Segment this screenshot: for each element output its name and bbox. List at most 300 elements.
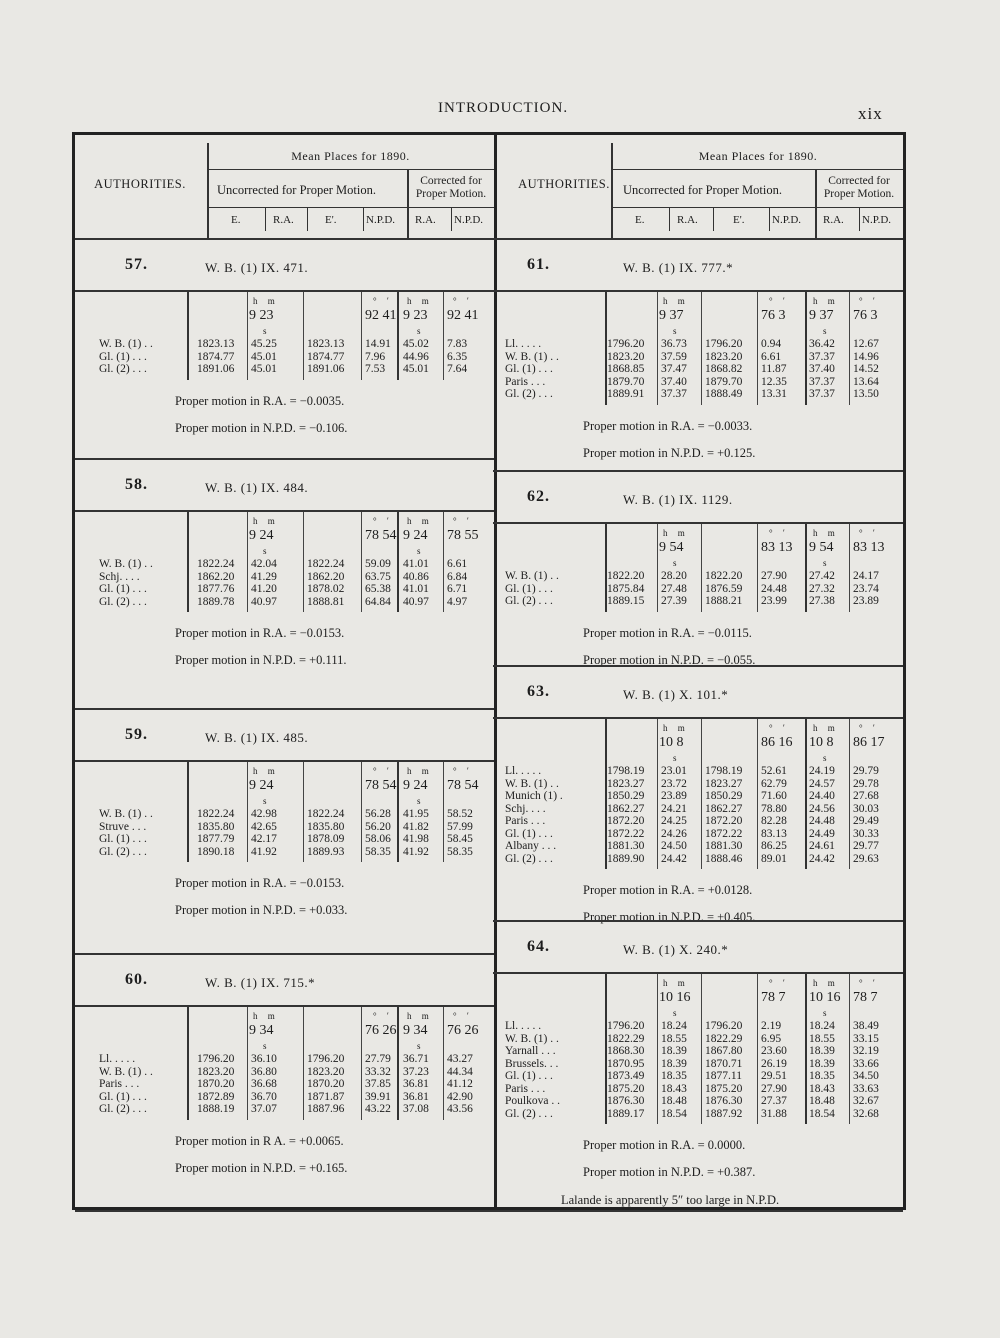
ra-seconds: 23.72 [661, 777, 687, 790]
ra-seconds: 36.80 [251, 1065, 277, 1078]
npd-seconds: 23.99 [761, 595, 787, 607]
authority-name-column [99, 558, 153, 608]
npd-seconds: 0.94 [761, 338, 782, 350]
col-e2-heading-right: E'. [733, 214, 745, 226]
epoch2-value: 1870.20 [307, 1078, 345, 1090]
section-rule [493, 717, 903, 719]
proper-motion-npd: Proper motion in N.P.D. = +0.033. [175, 903, 348, 917]
ra-hm-unit: h m [663, 528, 689, 538]
authorities-heading: AUTHORITIES. [94, 177, 186, 191]
seconds-unit: s [673, 326, 677, 336]
epoch2-value: 1887.96 [307, 1103, 345, 1115]
npd2-seconds: 24.17 [853, 570, 879, 582]
epoch-value: 1872.20 [607, 815, 645, 827]
ra-seconds: 24.42 [661, 852, 687, 865]
epoch-value: 1877.79 [197, 833, 235, 845]
npd2-deg-unit: ° ′ [859, 723, 879, 733]
npd-deg-unit: ° ′ [373, 1011, 393, 1021]
authority-name: Gl. (2) . . . [99, 1103, 147, 1115]
npd-deg-unit: ° ′ [769, 528, 789, 538]
star-reference: W. B. (1) IX. 777.* [623, 260, 734, 275]
ra2-seconds: 24.19 [809, 765, 835, 777]
npd2-seconds: 30.33 [853, 827, 879, 840]
epoch2-value: 1796.20 [705, 1020, 743, 1032]
ra2-seconds: 37.37 [809, 388, 835, 400]
npd-seconds: 26.19 [761, 1057, 787, 1070]
ra2-hm-unit: h m [407, 516, 433, 526]
epoch-value: 1873.49 [607, 1070, 645, 1082]
npd-seconds: 2.19 [761, 1020, 782, 1032]
npd2-seconds-column [447, 338, 467, 376]
column-rule [361, 292, 362, 380]
epoch-value: 1872.22 [607, 827, 645, 840]
npd-deg-unit: ° ′ [373, 296, 393, 306]
col-npd-heading-right: N.P.D. [772, 214, 802, 226]
star-reference: W. B. (1) IX. 484. [205, 480, 309, 495]
epoch-value: 1877.76 [197, 583, 235, 595]
ra2-seconds: 41.82 [403, 820, 429, 833]
ra-hours: 10 16 [659, 990, 691, 1005]
npd-seconds: 63.75 [365, 570, 391, 583]
star-entry-58 [75, 458, 494, 708]
authority-name: Gl. (2) . . . [99, 595, 147, 608]
seconds-unit: s [417, 326, 421, 336]
column-rule [443, 512, 444, 612]
ra-seconds: 24.21 [661, 802, 687, 815]
epoch-value: 1822.24 [197, 808, 235, 820]
epoch-value: 1875.84 [607, 582, 645, 595]
npd-seconds: 23.60 [761, 1045, 787, 1057]
ra2-seconds-column [403, 808, 429, 858]
npd2-seconds-column [447, 1053, 473, 1116]
ra-seconds: 24.26 [661, 827, 687, 840]
epoch-value: 1876.30 [607, 1095, 645, 1107]
epoch-value: 1889.90 [607, 852, 645, 865]
npd-seconds: 82.28 [761, 815, 787, 827]
epoch-value-column [197, 808, 234, 858]
ra2-hours: 9 23 [403, 308, 428, 323]
ra2-seconds: 18.35 [809, 1070, 835, 1082]
epoch-value: 1888.19 [197, 1103, 235, 1115]
ra2-seconds: 24.42 [809, 852, 835, 865]
npd2-seconds: 33.63 [853, 1082, 879, 1095]
npd2-degrees: 76 26 [447, 1023, 479, 1038]
npd2-seconds: 38.49 [853, 1020, 879, 1032]
section-rule [75, 510, 494, 512]
ra-seconds: 36.68 [251, 1078, 277, 1090]
authority-name-column [505, 765, 563, 865]
epoch-value-column [197, 1053, 234, 1116]
npd-seconds: 52.61 [761, 765, 787, 777]
star-entry-62 [493, 470, 903, 665]
epoch-value: 1872.89 [197, 1090, 235, 1103]
ra-hours: 9 24 [249, 778, 274, 793]
npd-seconds-column [365, 338, 391, 376]
epoch-value: 1796.20 [607, 1020, 645, 1032]
authority-name: Gl. (1) . . . [505, 582, 553, 595]
seconds-unit: s [823, 1008, 827, 1018]
star-number: 62. [527, 488, 550, 505]
column-rule [657, 974, 658, 1124]
npd2-seconds: 14.52 [853, 363, 879, 375]
proper-motion-ra: Proper motion in R A. = +0.0065. [175, 1133, 344, 1148]
authority-name: Gl. (1) . . . [505, 827, 553, 840]
npd-seconds-column [761, 1020, 787, 1120]
authority-name: W. B. (1) . . [99, 558, 153, 570]
epoch2-value: 1796.20 [705, 338, 743, 350]
star-number: 59. [125, 726, 148, 743]
seconds-unit: s [263, 796, 267, 806]
ra2-seconds-column [809, 570, 835, 608]
epoch2-value: 1891.06 [307, 363, 345, 375]
epoch-value: 1822.29 [607, 1032, 645, 1045]
ra2-seconds: 44.96 [403, 350, 429, 363]
lalande-note: Lalande is apparently 5″ too large in N.P.D. [561, 1193, 780, 1207]
star-reference: W. B. (1) IX. 715.* [205, 975, 316, 990]
ra2-seconds: 37.40 [809, 363, 835, 375]
ra2-hours: 9 34 [403, 1023, 428, 1038]
npd2-seconds: 43.56 [447, 1103, 473, 1115]
npd-seconds: 43.22 [365, 1103, 391, 1115]
star-number: 64. [527, 938, 550, 955]
epoch-value: 1798.19 [607, 765, 645, 777]
ra2-seconds-column [403, 558, 429, 608]
epoch-value: 1835.80 [197, 820, 235, 833]
ra-seconds: 37.37 [661, 388, 687, 400]
proper-motion-npd: Proper motion in N.P.D. = +0.111. [175, 653, 347, 667]
proper-motion-npd: Proper motion in N.P.D. = +0.125. [583, 445, 756, 460]
ra-seconds: 27.39 [661, 595, 687, 607]
ra-seconds: 45.01 [251, 350, 277, 363]
ra2-seconds-column [809, 338, 835, 401]
ra-seconds: 18.24 [661, 1020, 687, 1032]
ra2-seconds: 36.42 [809, 338, 835, 350]
ra2-seconds-column [403, 1053, 429, 1116]
column-rule [849, 974, 850, 1124]
column-rule [361, 1007, 362, 1120]
star-entry-61 [493, 238, 903, 470]
ra2-seconds: 24.61 [809, 840, 835, 852]
authority-name: Albany . . . [505, 840, 557, 852]
authorities-heading-right: AUTHORITIES. [518, 177, 610, 191]
npd-seconds: 27.90 [761, 1082, 787, 1095]
npd2-degrees: 78 54 [447, 778, 479, 793]
ra-seconds: 40.97 [251, 595, 277, 608]
npd-deg-unit: ° ′ [373, 516, 393, 526]
proper-motion-npd: Proper motion in N.P.D. = +0.405. [583, 910, 756, 924]
authority-name: Struve . . . [99, 820, 147, 833]
seconds-unit: s [823, 753, 827, 763]
authority-name: Gl. (2) . . . [505, 852, 553, 865]
uncorrected-heading-right: Uncorrected for Proper Motion. [623, 183, 782, 197]
ra2-seconds: 18.54 [809, 1107, 835, 1120]
ra-seconds: 42.17 [251, 833, 277, 845]
seconds-unit: s [263, 1041, 267, 1051]
mean-places-heading-right: Mean Places for 1890. [698, 149, 818, 163]
authorities-divider [187, 290, 189, 380]
npd-seconds: 58.35 [365, 845, 391, 858]
epoch2-value: 1876.59 [705, 582, 743, 595]
authority-name-column [505, 338, 559, 401]
column-rule [247, 512, 248, 612]
ra-seconds: 18.35 [661, 1070, 687, 1082]
epoch2-value: 1850.29 [705, 790, 743, 802]
column-rule [701, 292, 702, 405]
ra2-seconds: 40.86 [403, 570, 429, 583]
page-number: xix [858, 104, 883, 123]
authority-name: Ll. . . . . [505, 765, 542, 777]
ra-hm-unit: h m [663, 978, 689, 988]
col-ra2-heading-right: R.A. [823, 214, 844, 226]
epoch-value: 1870.95 [607, 1057, 645, 1070]
ra-seconds: 42.04 [251, 558, 277, 570]
ra2-seconds: 37.37 [809, 375, 835, 388]
ra-seconds-column [251, 808, 277, 858]
authority-name: Munich (1) . [505, 790, 563, 802]
col-npd2-heading: N.P.D. [454, 214, 484, 226]
authority-name: Gl. (2) . . . [505, 1107, 553, 1120]
ra2-seconds: 41.01 [403, 558, 429, 570]
npd-seconds: 33.32 [365, 1065, 391, 1078]
npd2-seconds: 33.66 [853, 1057, 879, 1070]
ra2-hours: 9 37 [809, 308, 834, 323]
authority-name: Gl. (2) . . . [99, 845, 147, 858]
authority-name: Gl. (2) . . . [99, 363, 147, 375]
npd-seconds: 6.61 [761, 350, 782, 363]
mean-places-heading: Mean Places for 1890. [291, 149, 410, 163]
ra2-seconds: 41.01 [403, 583, 429, 595]
authority-name: W. B. (1) . . [99, 808, 153, 820]
npd2-seconds: 13.50 [853, 388, 879, 400]
epoch2-value: 1822.29 [705, 1032, 743, 1045]
authority-name: Gl. (1) . . . [99, 350, 147, 363]
column-rule [701, 524, 702, 612]
uncorrected-heading: Uncorrected for Proper Motion. [217, 183, 376, 197]
epoch-value: 1868.30 [607, 1045, 645, 1057]
npd2-degrees: 86 17 [853, 735, 885, 750]
npd-seconds: 27.79 [365, 1053, 391, 1065]
epoch2-value: 1888.46 [705, 852, 743, 865]
table-header-left [75, 143, 494, 238]
proper-motion-npd: Proper motion in N.P.D. = −0.055. [583, 652, 756, 667]
star-reference: W. B. (1) X. 101.* [623, 687, 729, 702]
col-e-heading-right: E. [635, 214, 645, 226]
authority-name-column [99, 338, 153, 376]
npd2-seconds: 29.79 [853, 765, 879, 777]
ra-hours: 9 23 [249, 308, 274, 323]
ra-seconds: 42.65 [251, 820, 277, 833]
ra-seconds: 18.55 [661, 1032, 687, 1045]
star-entry-59 [75, 708, 494, 953]
column-rule [443, 762, 444, 862]
ra-seconds: 24.25 [661, 815, 687, 827]
npd-seconds: 29.51 [761, 1070, 787, 1082]
col-npd-heading: N.P.D. [366, 214, 396, 226]
epoch2-value: 1867.80 [705, 1045, 743, 1057]
npd2-seconds: 29.77 [853, 840, 879, 852]
column-rule [757, 524, 758, 612]
npd2-seconds-column [853, 765, 879, 865]
col-npd2-heading-right: N.P.D. [862, 214, 892, 226]
epoch2-value: 1877.11 [705, 1070, 742, 1082]
epoch2-value: 1876.30 [705, 1095, 743, 1107]
npd2-deg-unit: ° ′ [859, 296, 879, 306]
authority-name-column [505, 1020, 560, 1120]
ra2-seconds: 18.39 [809, 1057, 835, 1070]
page-header-title: INTRODUCTION. [438, 100, 569, 116]
epoch2-value: 1823.20 [307, 1065, 345, 1078]
ra2-seconds: 18.55 [809, 1032, 835, 1045]
authorities-divider [187, 510, 189, 612]
npd2-deg-unit: ° ′ [859, 528, 879, 538]
ra-seconds: 18.43 [661, 1082, 687, 1095]
column-rule [303, 512, 304, 612]
ra2-hm-unit: h m [407, 296, 433, 306]
epoch2-value: 1862.20 [307, 570, 345, 583]
seconds-unit: s [673, 1008, 677, 1018]
npd2-seconds-column [853, 570, 879, 608]
npd-degrees: 76 3 [761, 308, 786, 323]
authority-name: Paris . . . [505, 1082, 546, 1095]
ra-seconds: 45.25 [251, 338, 277, 350]
epoch2-value-column [705, 338, 742, 401]
npd-seconds: 11.87 [761, 363, 787, 375]
seconds-unit: s [417, 796, 421, 806]
epoch2-value-column [705, 570, 742, 608]
npd2-seconds: 29.63 [853, 852, 879, 865]
npd-seconds-column [365, 1053, 391, 1116]
column-rule [361, 762, 362, 862]
epoch-value: 1822.24 [197, 558, 235, 570]
epoch-value: 1889.17 [607, 1107, 645, 1120]
epoch2-value: 1881.30 [705, 840, 743, 852]
star-table [72, 132, 906, 1210]
epoch2-value: 1879.70 [705, 375, 743, 388]
ra2-seconds-column [809, 765, 835, 865]
npd2-seconds: 57.99 [447, 820, 473, 833]
ra2-seconds-column [809, 1020, 835, 1120]
authority-name-column [99, 1053, 153, 1116]
authority-name: W. B. (1) . . [505, 350, 559, 363]
star-reference: W. B. (1) IX. 485. [205, 730, 309, 745]
epoch2-value: 1835.80 [307, 820, 345, 833]
npd-degrees: 83 13 [761, 540, 793, 555]
column-rule [757, 292, 758, 405]
seconds-unit: s [417, 546, 421, 556]
npd2-seconds: 27.68 [853, 790, 879, 802]
ra-seconds-column [661, 338, 687, 401]
epoch-value: 1862.27 [607, 802, 645, 815]
ra-seconds: 18.39 [661, 1045, 687, 1057]
ra2-hm-unit: h m [407, 766, 433, 776]
proper-motion-ra: Proper motion in R.A. = 0.0000. [583, 1138, 746, 1152]
column-rule [849, 292, 850, 405]
ra-seconds-column [251, 558, 277, 608]
ra-seconds: 37.40 [661, 375, 687, 388]
corrected-heading-right: Corrected for Proper Motion. [823, 175, 895, 200]
npd-seconds-column [761, 765, 787, 865]
epoch2-value: 1870.71 [705, 1057, 743, 1070]
npd2-seconds: 6.84 [447, 570, 468, 583]
col-ra-heading: R.A. [273, 214, 294, 226]
authority-name: Gl. (1) . . . [99, 833, 147, 845]
ra2-seconds: 24.57 [809, 777, 835, 790]
npd2-deg-unit: ° ′ [453, 516, 473, 526]
authority-name-column [99, 808, 153, 858]
column-rule [657, 292, 658, 405]
epoch-value: 1796.20 [607, 338, 645, 350]
ra-hours: 9 34 [249, 1023, 274, 1038]
ra-seconds: 36.73 [661, 338, 687, 350]
npd-seconds: 6.95 [761, 1032, 782, 1045]
epoch2-value-column [307, 1053, 344, 1116]
ra2-hours: 10 8 [809, 735, 834, 750]
ra2-hours: 9 24 [403, 778, 428, 793]
corrected-divider [397, 1005, 399, 1120]
npd-degrees: 86 16 [761, 735, 793, 750]
npd-deg-unit: ° ′ [373, 766, 393, 776]
epoch2-value: 1823.27 [705, 777, 743, 790]
ra-seconds: 18.48 [661, 1095, 687, 1107]
authority-name: Paris . . . [505, 815, 546, 827]
epoch-value-column [197, 558, 234, 608]
npd2-seconds: 13.64 [853, 375, 879, 388]
column-rule [303, 292, 304, 380]
epoch-value: 1875.20 [607, 1082, 645, 1095]
ra-seconds-column [661, 765, 687, 865]
ra-hours: 9 24 [249, 528, 274, 543]
ra-seconds: 23.89 [661, 790, 687, 802]
ra2-seconds: 37.37 [809, 350, 835, 363]
npd2-degrees: 76 3 [853, 308, 878, 323]
col-e2-heading: E'. [325, 214, 337, 226]
epoch-value-column [607, 338, 644, 401]
epoch-value: 1823.27 [607, 777, 645, 790]
epoch-value: 1822.20 [607, 570, 645, 582]
npd2-seconds: 34.50 [853, 1070, 879, 1082]
epoch-value: 1870.20 [197, 1078, 235, 1090]
npd2-seconds: 58.52 [447, 808, 473, 820]
ra2-seconds: 36.81 [403, 1090, 429, 1103]
epoch-value: 1890.18 [197, 845, 235, 858]
proper-motion-ra: Proper motion in R.A. = −0.0153. [175, 876, 345, 890]
ra-seconds: 45.01 [251, 363, 277, 375]
npd2-seconds: 14.96 [853, 350, 879, 363]
epoch2-value: 1872.22 [705, 827, 743, 840]
section-rule [493, 290, 903, 292]
ra-hm-unit: h m [663, 296, 689, 306]
corrected-divider [805, 717, 807, 869]
column-rule [247, 762, 248, 862]
npd2-deg-unit: ° ′ [453, 1011, 473, 1021]
authority-name: W. B. (1) . . [505, 1032, 559, 1045]
npd-deg-unit: ° ′ [769, 978, 789, 988]
authority-name: W. B. (1) . . [505, 777, 559, 790]
ra2-seconds: 18.39 [809, 1045, 835, 1057]
npd2-deg-unit: ° ′ [453, 766, 473, 776]
npd2-seconds: 41.12 [447, 1078, 473, 1090]
npd-seconds: 14.91 [365, 338, 391, 350]
epoch-value: 1868.85 [607, 363, 645, 375]
table-header-right [493, 143, 903, 238]
section-rule [493, 972, 903, 974]
star-number: 57. [125, 256, 148, 273]
epoch2-value-column [705, 765, 742, 865]
npd2-degrees: 92 41 [447, 308, 479, 323]
epoch2-value: 1796.20 [307, 1053, 345, 1065]
npd2-seconds: 12.67 [853, 338, 879, 350]
ra2-seconds: 41.92 [403, 845, 429, 858]
